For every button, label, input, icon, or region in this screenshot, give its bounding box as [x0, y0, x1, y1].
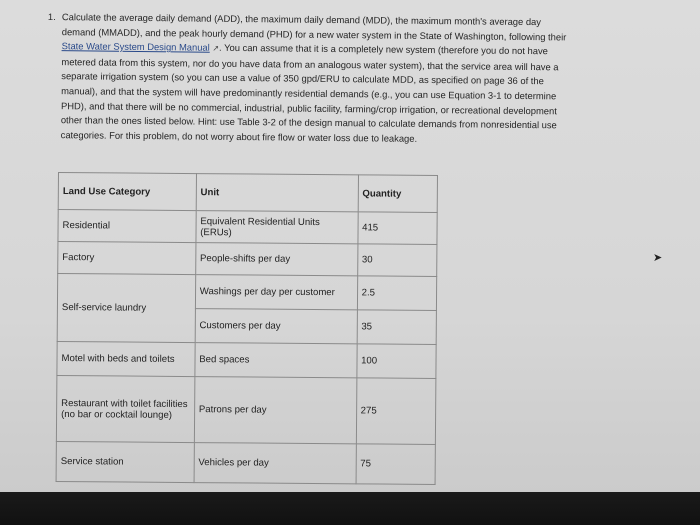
- cell-unit: Patrons per day: [194, 377, 356, 444]
- header-quantity: Quantity: [358, 175, 438, 213]
- question-text-part-2: . You can assume that it is a completely new system (therefore you do not have metered data from this system, nor do you have data from an analogous water system), that the service area will have a separate irrigation system (so you can use a value of 350 gpd/ERU to calculate MDD, as specified on page 36 of the manual), and that the system will have predominantly residential demands (e.g., you can use Equation 3-1 to determine PHD), and that there will be no commercial, industrial, public facility, farming/crop irrigation, or recreational development other than the ones listed below. Hint: use Table 3-2 of the design manual to calculate demands from nonresidential use categories. For this problem, do not worry about fire flow or water loss due to leakage.: [60, 41, 559, 144]
- design-manual-link[interactable]: State Water System Design Manual: [61, 40, 210, 53]
- table-row-motel: [57, 341, 436, 378]
- question-text-part-1: Calculate the average daily demand (ADD), the maximum daily demand (MDD), the maximum month's average day demand (MMADD), and the peak hourly demand (PHD) for a new water system in the State of Washington, following their: [61, 11, 567, 43]
- table-row-service-station: [56, 441, 435, 484]
- header-unit: Unit: [196, 174, 358, 212]
- cell-category: Service station: [56, 441, 194, 482]
- cell-quantity: 100: [356, 344, 436, 379]
- cell-category: Self-service laundry: [57, 274, 195, 343]
- screen-bezel: [0, 492, 700, 525]
- cell-quantity: 2.5: [357, 276, 437, 311]
- cell-quantity: 75: [356, 444, 436, 485]
- cell-quantity: 415: [358, 212, 438, 245]
- cell-quantity: 30: [357, 244, 437, 277]
- table-row-residential: [58, 210, 437, 245]
- cell-category: Motel with beds and toilets: [57, 341, 195, 376]
- cell-unit: Washings per day per customer: [195, 275, 357, 310]
- external-link-icon: ↗: [212, 43, 220, 53]
- question-number: 1.: [47, 10, 56, 23]
- cell-unit: Equivalent Residential Units (ERUs): [196, 211, 358, 244]
- cell-unit: Bed spaces: [195, 343, 357, 378]
- cell-unit: People-shifts per day: [195, 243, 357, 276]
- cell-category: Residential: [58, 210, 196, 243]
- cell-quantity: 275: [356, 378, 436, 445]
- table-row-factory: [58, 242, 437, 277]
- cell-category: Restaurant with toilet facilities (no bar or cocktail lounge): [56, 375, 194, 442]
- cell-unit: Customers per day: [195, 309, 357, 344]
- mouse-cursor-icon: ➤: [653, 252, 663, 264]
- table-row-laundry-1: [57, 274, 436, 311]
- problem-statement: [47, 10, 568, 148]
- land-use-table: [56, 172, 438, 485]
- cell-quantity: 35: [357, 310, 437, 345]
- table-row-restaurant: [56, 375, 436, 444]
- cell-unit: Vehicles per day: [194, 443, 356, 484]
- cell-category: Factory: [58, 242, 196, 275]
- header-land-use-category: Land Use Category: [58, 173, 196, 211]
- question-text: [47, 10, 568, 148]
- table-header-row: [58, 173, 437, 213]
